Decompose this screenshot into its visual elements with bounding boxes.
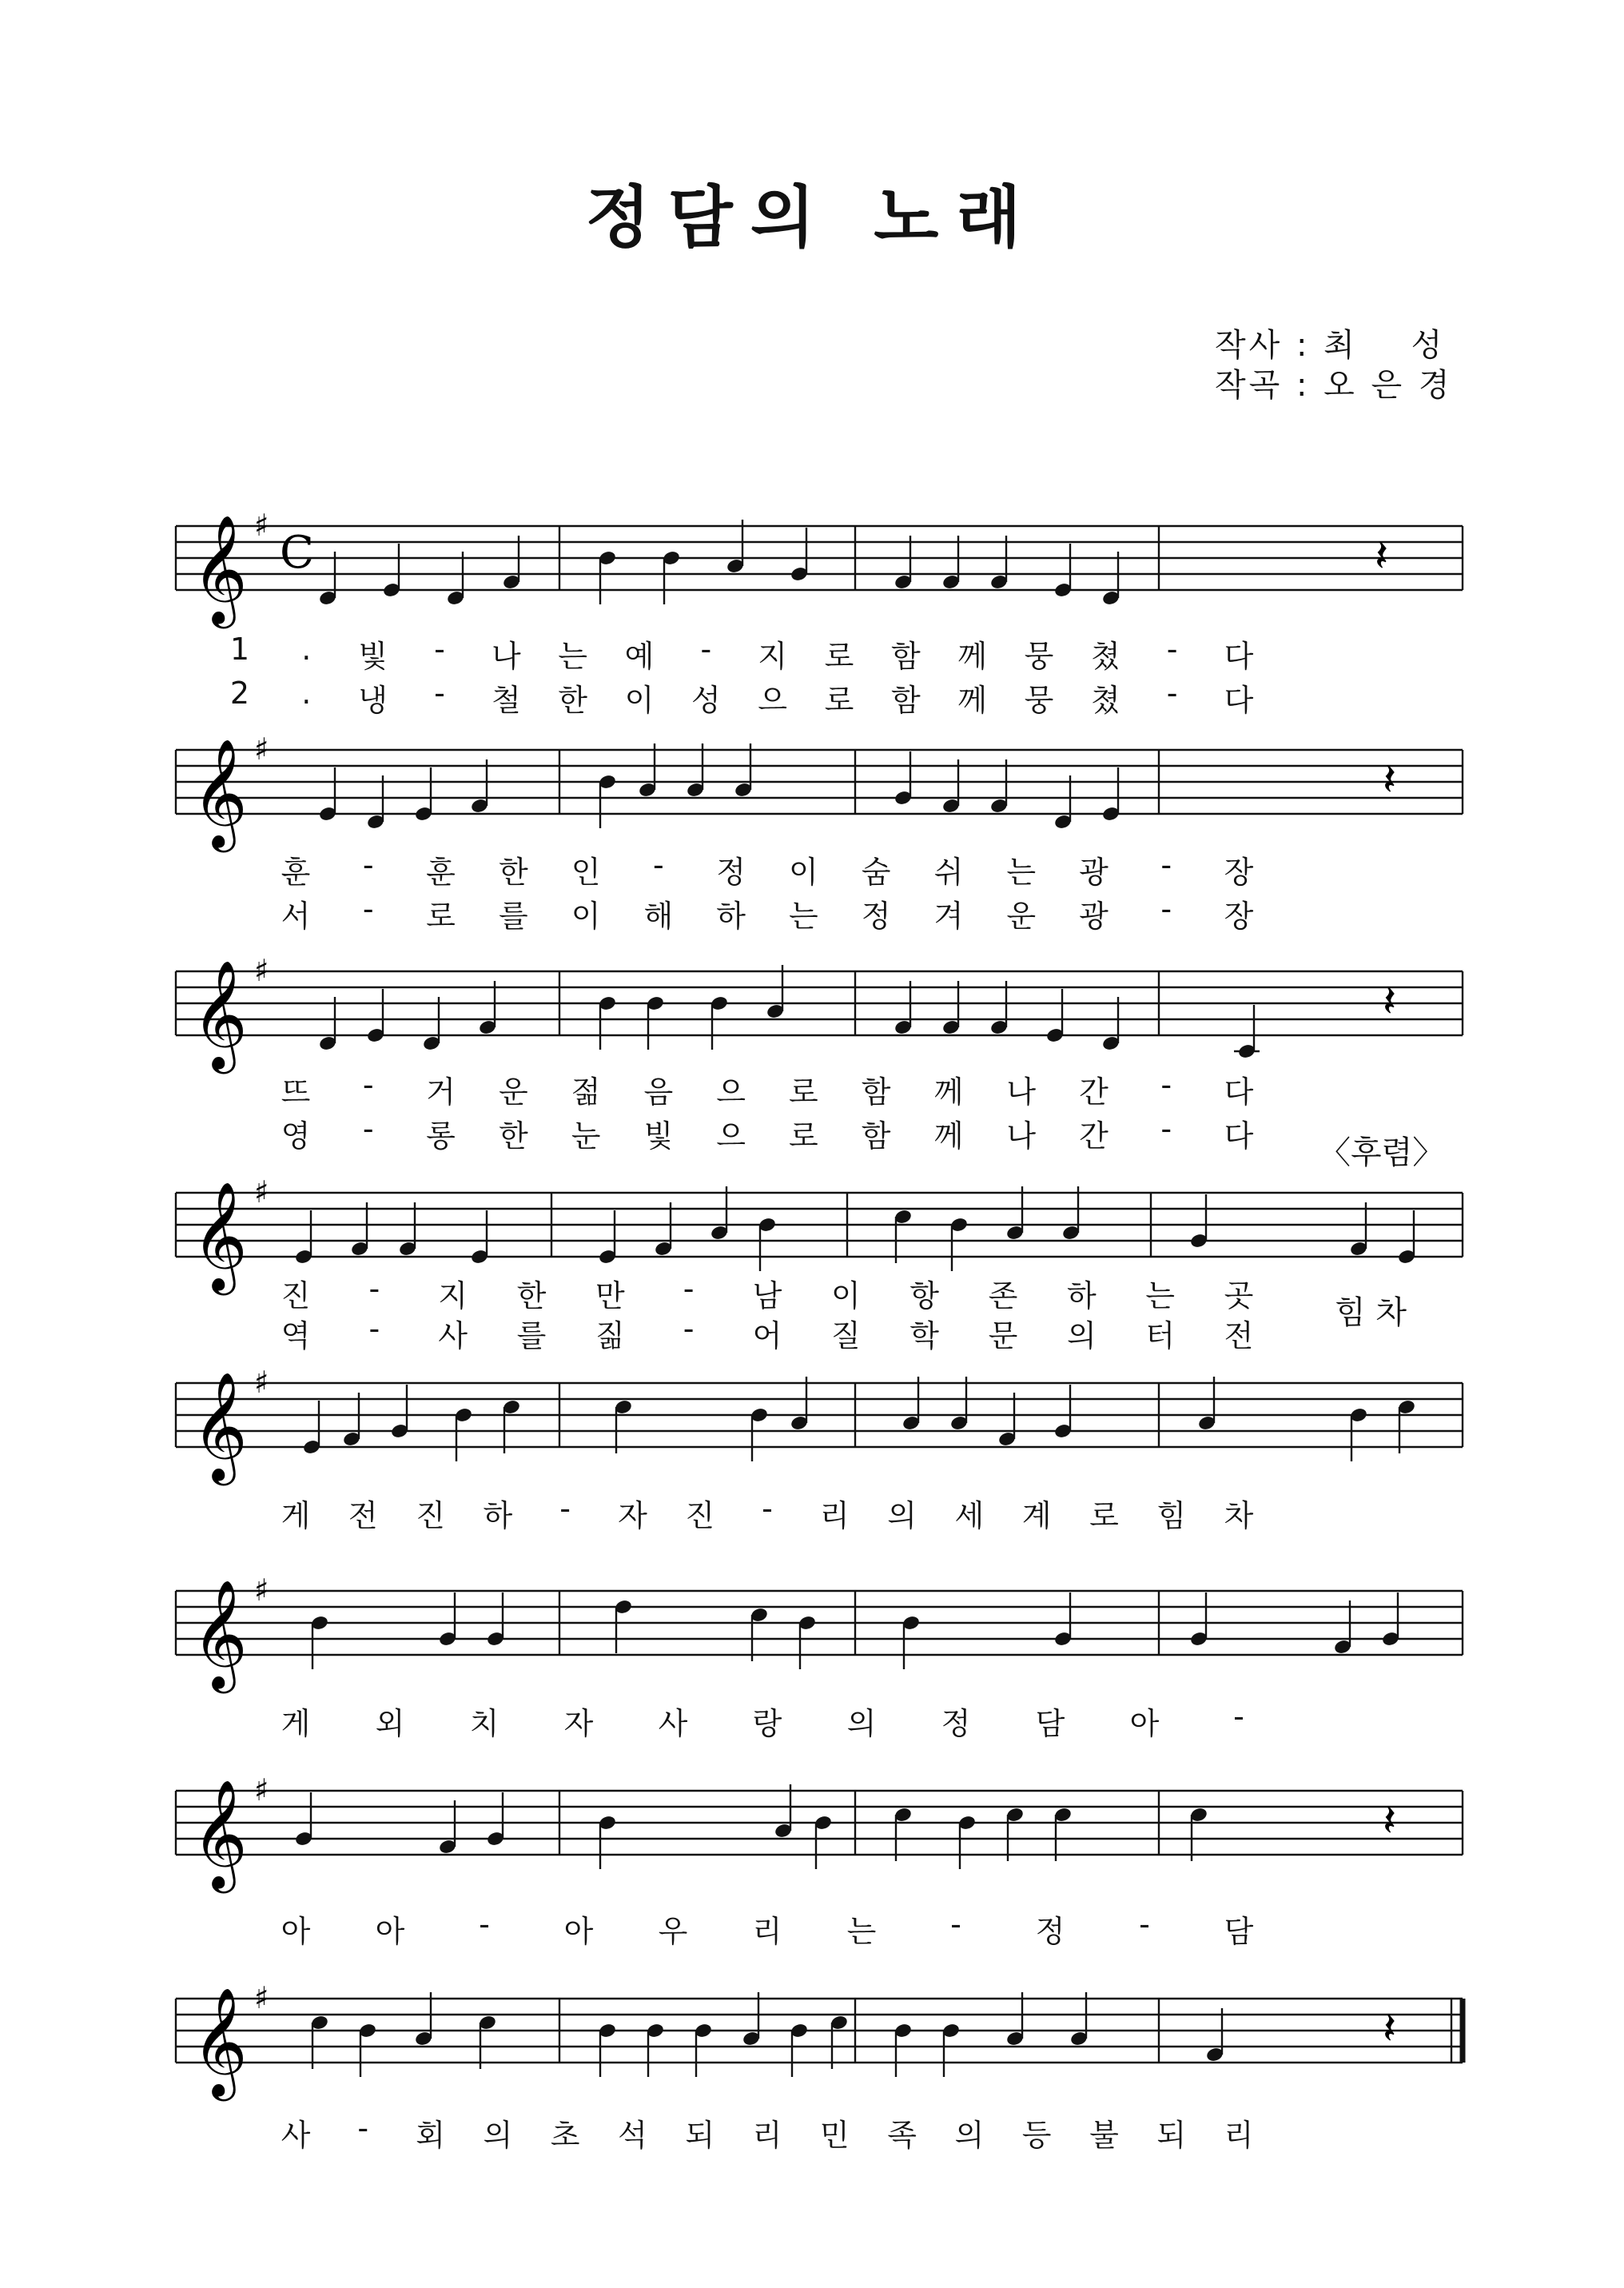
lyric-syllable: 의 <box>887 1498 917 1533</box>
lyric-syllable: 는 <box>789 899 818 934</box>
lyric-syllable: 해 <box>643 899 674 934</box>
lyric-syllable: 광 <box>1079 855 1109 890</box>
lyric-syllable: 눈 <box>571 1118 601 1154</box>
lyric-syllable: 한 <box>498 1118 528 1154</box>
lyric-syllable: 담 <box>1224 1914 1254 1949</box>
lyric-syllable: - <box>1160 847 1172 883</box>
lyric-syllable: - <box>368 1311 380 1346</box>
lyric-syllable: 진 <box>685 1498 715 1533</box>
lyric-syllable: 짊 <box>595 1318 625 1353</box>
lyric-syllable: 는 <box>846 1914 877 1949</box>
lyric-syllable: - <box>1166 676 1178 711</box>
key-signature-sharp-icon: ♯ <box>254 731 269 767</box>
lyric-syllable: 하 <box>716 899 746 934</box>
lyric-syllable: 리 <box>752 2118 782 2153</box>
lyric-syllable: . <box>301 676 312 711</box>
lyric-syllable: 치 <box>469 1706 500 1741</box>
lyric-syllable: 께 <box>957 683 988 718</box>
lyric-syllable: 로 <box>789 1118 818 1154</box>
quarter-rest-icon: 𝄽 <box>1383 1795 1397 1847</box>
lyric-syllable: 리 <box>819 1498 850 1533</box>
lyric-syllable: 이 <box>571 899 601 934</box>
lyric-syllable: 사 <box>658 1706 688 1741</box>
lyric-syllable: 지 <box>438 1278 468 1313</box>
lyric-syllable: 힘 <box>1156 1498 1187 1533</box>
lyric-syllable: 문 <box>988 1318 1018 1353</box>
lyric-syllable: 학 <box>910 1318 940 1353</box>
lyric-syllable: 터 <box>1145 1318 1176 1353</box>
lyric-syllable: 지 <box>758 639 788 674</box>
lyric-syllable: 예 <box>624 639 655 674</box>
lyric-syllable: - <box>1166 632 1178 667</box>
lyric-syllable: - <box>357 2111 369 2146</box>
key-signature-sharp-icon: ♯ <box>254 1365 269 1400</box>
lyric-syllable: 다 <box>1224 683 1254 718</box>
lyric-line <box>232 1311 1447 1353</box>
staff-notation <box>176 1759 1463 1895</box>
lyric-syllable: 진 <box>281 1278 311 1313</box>
key-signature-sharp-icon: ♯ <box>254 1573 269 1608</box>
lyric-syllable: 의 <box>954 2118 985 2153</box>
lyric-syllable: 아 <box>1129 1706 1160 1741</box>
lyric-syllable: 정 <box>1035 1914 1065 1949</box>
staff-notation <box>176 939 1463 1075</box>
lyric-syllable: 롱 <box>426 1118 456 1154</box>
lyric-syllable: 거 <box>426 1074 456 1110</box>
lyric-syllable: 의 <box>1066 1318 1097 1353</box>
lyric-syllable: - <box>1160 1067 1172 1102</box>
lyric-syllable: 리 <box>752 1914 782 1949</box>
music-staff <box>176 1573 1463 1688</box>
staff-notation <box>176 494 1463 630</box>
lyric-syllable: 함 <box>861 1118 891 1154</box>
music-staff <box>176 1772 1463 1888</box>
lyric-syllable: 쉬 <box>933 855 964 890</box>
lyricist-credit: 작사 : 최 성 <box>1215 327 1446 364</box>
lyric-syllable: 영 <box>281 1118 311 1154</box>
lyric-syllable: 께 <box>933 1118 964 1154</box>
treble-clef-icon: 𝄞 <box>192 1578 248 1688</box>
lyric-line <box>232 2111 1447 2153</box>
lyric-syllable: 곳 <box>1224 1278 1254 1313</box>
lyric-syllable: 로 <box>1089 1498 1119 1533</box>
key-signature-sharp-icon: ♯ <box>254 508 269 543</box>
lyric-syllable: - <box>362 891 374 927</box>
key-signature-sharp-icon: ♯ <box>254 1174 269 1210</box>
lyric-syllable: 역 <box>281 1318 311 1353</box>
lyric-syllable: 는 <box>558 639 588 674</box>
lyric-syllable: 으 <box>716 1118 746 1154</box>
lyric-syllable: 나 <box>1006 1118 1037 1154</box>
key-signature-sharp-icon: ♯ <box>254 1980 269 2015</box>
lyric-syllable: 운 <box>498 1074 528 1110</box>
music-staff <box>176 953 1463 1069</box>
lyric-syllable: 아 <box>281 1914 311 1949</box>
lyric-syllable: 남 <box>752 1278 782 1313</box>
lyric-syllable: 불 <box>1089 2118 1119 2153</box>
lyric-line <box>232 1907 1447 1949</box>
lyric-syllable: 아 <box>563 1914 594 1949</box>
lyric-syllable: 를 <box>516 1318 547 1353</box>
lyric-syllable: 운 <box>1006 899 1037 934</box>
lyric-syllable: 으 <box>716 1074 746 1110</box>
lyric-syllable: 젊 <box>571 1074 601 1110</box>
lyric-syllable: 냉 <box>358 683 388 718</box>
lyric-syllable: 서 <box>281 899 311 934</box>
music-staff <box>176 1365 1463 1481</box>
lyric-syllable: 으 <box>758 683 788 718</box>
quarter-rest-icon: 𝄽 <box>1383 975 1397 1027</box>
lyric-syllable: - <box>434 676 445 711</box>
lyric-syllable: - <box>652 847 664 883</box>
lyric-syllable: - <box>1160 1111 1172 1146</box>
lyric-syllable: 나 <box>1006 1074 1037 1110</box>
lyric-syllable: 인 <box>571 855 601 890</box>
lyric-syllable: 광 <box>1079 899 1109 934</box>
lyric-syllable: 장 <box>1224 899 1254 934</box>
lyric-syllable: 께 <box>957 639 988 674</box>
lyric-syllable: 아 <box>375 1914 405 1949</box>
lyric-syllable: 훈 <box>281 855 311 890</box>
treble-clef-icon: 𝄞 <box>192 1986 248 2096</box>
lyric-syllable: 등 <box>1021 2118 1052 2153</box>
lyric-syllable: 뜨 <box>281 1074 311 1110</box>
staff-notation <box>176 1967 1463 2103</box>
lyric-syllable: 로 <box>824 683 854 718</box>
lyric-syllable: 만 <box>595 1278 625 1313</box>
lyric-line <box>229 632 1447 674</box>
lyric-syllable: 다 <box>1224 639 1254 674</box>
lyric-syllable: - <box>362 1111 374 1146</box>
composer-credit: 작곡 : 오 은 경 <box>1215 367 1453 404</box>
lyric-syllable: 성 <box>691 683 721 718</box>
lyric-syllable: - <box>479 1907 490 1942</box>
lyric-syllable: 게 <box>281 1498 311 1533</box>
lyric-syllable: 한 <box>558 683 588 718</box>
lyric-syllable: 이 <box>624 683 655 718</box>
lyric-syllable: 는 <box>1006 855 1037 890</box>
lyric-syllable: 간 <box>1079 1118 1109 1154</box>
lyric-syllable: 하 <box>483 1498 513 1533</box>
song-title: 정담의 노래 <box>585 178 1039 257</box>
lyric-syllable: 이 <box>789 855 818 890</box>
quarter-rest-icon: 𝄽 <box>1383 754 1397 806</box>
lyric-syllable: 쳤 <box>1090 639 1120 674</box>
lyric-syllable: 의 <box>483 2118 513 2153</box>
lyric-syllable: 를 <box>498 899 528 934</box>
lyric-syllable: 사 <box>438 1318 468 1353</box>
lyric-syllable: - <box>683 1271 695 1306</box>
lyric-syllable: 빛 <box>358 639 388 674</box>
lyric-syllable: 나 <box>491 639 521 674</box>
lyric-syllable: 외 <box>375 1706 405 1741</box>
lyric-syllable: 질 <box>830 1318 861 1353</box>
lyric-syllable: 차 <box>1224 1498 1254 1533</box>
lyric-line <box>229 676 1447 718</box>
treble-clef-icon: 𝄞 <box>192 1778 248 1888</box>
refrain-label: 〈후렴〉 <box>1319 1134 1445 1171</box>
music-staff <box>176 508 1463 624</box>
music-staff <box>176 731 1463 847</box>
lyric-syllable: 정 <box>861 899 891 934</box>
staff-notation <box>176 1351 1463 1487</box>
lyric-syllable: 철 <box>491 683 521 718</box>
lyric-line <box>232 847 1447 890</box>
lyric-syllable: 겨 <box>933 899 964 934</box>
lyric-syllable: 진 <box>416 1498 445 1533</box>
lyric-syllable: 하 <box>1066 1278 1097 1313</box>
lyric-syllable: 1 <box>229 632 250 667</box>
lyric-line <box>232 1699 1447 1741</box>
quarter-rest-icon: 𝄽 <box>1375 530 1389 582</box>
lyric-syllable: 어 <box>752 1318 782 1353</box>
lyric-syllable: 함 <box>890 639 921 674</box>
lyric-syllable: - <box>368 1271 380 1306</box>
lyric-syllable: 께 <box>933 1074 964 1110</box>
lyric-syllable: - <box>1139 1907 1150 1942</box>
lyric-syllable: 뭉 <box>1024 683 1054 718</box>
lyric-syllable: 존 <box>988 1278 1018 1313</box>
lyric-syllable: 로 <box>824 639 854 674</box>
lyric-syllable: 자 <box>563 1706 594 1741</box>
key-signature-sharp-icon: ♯ <box>254 1772 269 1808</box>
quarter-rest-icon: 𝄽 <box>1383 2003 1397 2055</box>
lyric-syllable: 족 <box>887 2118 917 2153</box>
lyric-syllable: 간 <box>1079 1074 1109 1110</box>
music-staff <box>176 1980 1463 2096</box>
lyric-syllable: 한 <box>498 855 528 890</box>
common-time-icon: C <box>280 527 314 579</box>
lyric-syllable: 정 <box>941 1706 971 1741</box>
lyric-syllable: 로 <box>789 1074 818 1110</box>
lyric-syllable: - <box>700 632 712 667</box>
lyric-syllable: . <box>301 632 312 667</box>
lyric-line <box>232 1067 1447 1110</box>
lyric-syllable: - <box>362 1067 374 1102</box>
lyric-syllable: 회 <box>416 2118 445 2153</box>
lyric-syllable: 전 <box>1224 1318 1254 1353</box>
lyric-syllable: 되 <box>685 2118 715 2153</box>
lyric-syllable: 다 <box>1224 1118 1254 1154</box>
lyric-syllable: 정 <box>716 855 746 890</box>
lyric-syllable: 음 <box>643 1074 674 1110</box>
treble-clef-icon: 𝄞 <box>192 513 248 624</box>
lyric-syllable: - <box>362 847 374 883</box>
key-signature-sharp-icon: ♯ <box>254 953 269 988</box>
lyric-syllable: 우 <box>658 1914 688 1949</box>
lyric-syllable: 항 <box>910 1278 940 1313</box>
lyric-syllable: 석 <box>618 2118 647 2153</box>
staff-notation <box>176 1559 1463 1695</box>
lyric-syllable: 사 <box>281 2118 311 2153</box>
treble-clef-icon: 𝄞 <box>192 1180 248 1290</box>
lyric-syllable: 로 <box>426 899 456 934</box>
treble-clef-icon: 𝄞 <box>192 737 248 847</box>
lyric-syllable: 민 <box>819 2118 850 2153</box>
lyric-syllable: 세 <box>954 1498 985 1533</box>
lyric-line <box>232 891 1447 934</box>
lyric-syllable: 빛 <box>643 1118 674 1154</box>
lyric-syllable: 의 <box>846 1706 877 1741</box>
treble-clef-icon: 𝄞 <box>192 959 248 1069</box>
lyric-syllable: 계 <box>1021 1498 1052 1533</box>
lyric-syllable: 담 <box>1035 1706 1065 1741</box>
lyric-syllable: - <box>1160 891 1172 927</box>
lyric-side-text: 힘 차 <box>1335 1294 1407 1331</box>
lyric-syllable: - <box>683 1311 695 1346</box>
lyric-syllable: 리 <box>1224 2118 1254 2153</box>
lyric-syllable: 자 <box>618 1498 647 1533</box>
lyric-syllable: - <box>950 1907 961 1942</box>
lyric-syllable: 장 <box>1224 855 1254 890</box>
lyric-syllable: - <box>762 1491 773 1526</box>
lyric-syllable: 뭉 <box>1024 639 1054 674</box>
lyric-syllable: - <box>559 1491 571 1526</box>
lyric-syllable: 게 <box>281 1706 311 1741</box>
lyric-syllable: - <box>434 632 445 667</box>
lyric-syllable: 전 <box>348 1498 378 1533</box>
lyric-syllable: 한 <box>516 1278 547 1313</box>
lyric-syllable: 초 <box>550 2118 580 2153</box>
lyric-syllable: 는 <box>1145 1278 1176 1313</box>
lyric-syllable: - <box>1233 1699 1244 1734</box>
lyric-syllable: 훈 <box>426 855 456 890</box>
staff-notation <box>176 718 1463 854</box>
music-staff <box>176 1174 1463 1290</box>
lyric-syllable: 숨 <box>861 855 891 890</box>
lyric-syllable: 되 <box>1156 2118 1187 2153</box>
lyric-syllable: 2 <box>229 676 250 711</box>
lyric-syllable: 다 <box>1224 1074 1254 1110</box>
lyric-syllable: 이 <box>830 1278 861 1313</box>
lyric-line <box>232 1491 1447 1533</box>
treble-clef-icon: 𝄞 <box>192 1370 248 1481</box>
lyric-syllable: 함 <box>861 1074 891 1110</box>
lyric-syllable: 쳤 <box>1090 683 1120 718</box>
lyric-syllable: 함 <box>890 683 921 718</box>
lyric-syllable: 랑 <box>752 1706 782 1741</box>
